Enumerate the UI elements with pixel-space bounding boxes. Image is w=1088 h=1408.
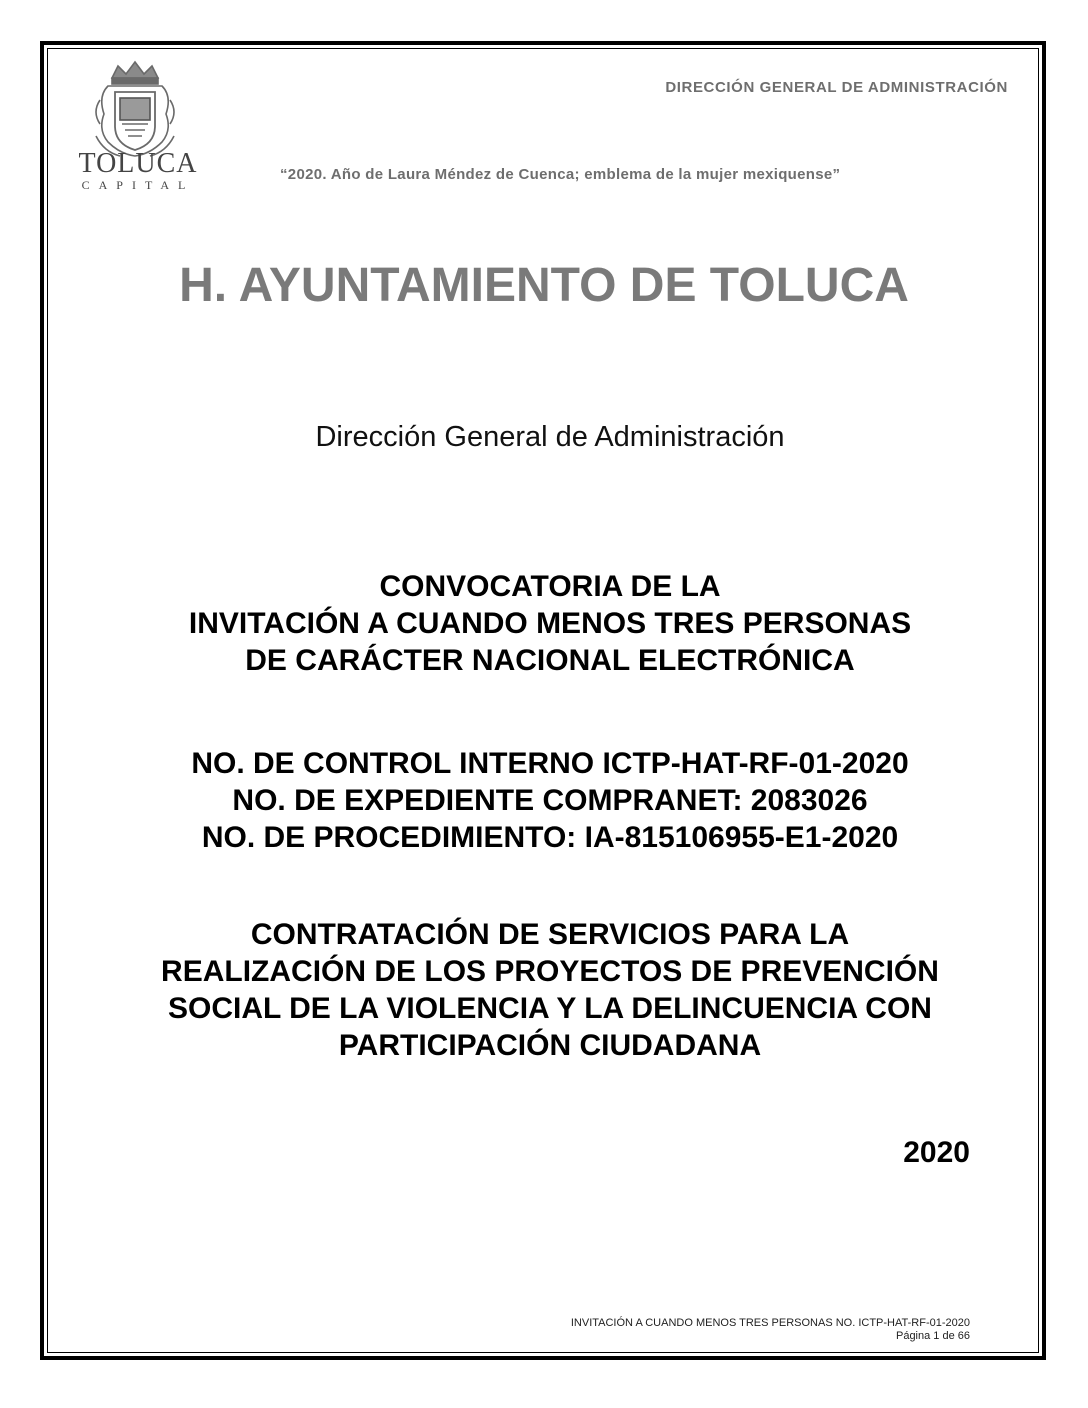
convocatoria-line: INVITACIÓN A CUANDO MENOS TRES PERSONAS bbox=[188, 607, 912, 640]
subject-line: CONTRATACIÓN DE SERVICIOS PARA LA bbox=[250, 918, 850, 951]
subject-block bbox=[0, 916, 1088, 1064]
document-year: 2020 bbox=[903, 1136, 970, 1169]
footer-document-reference: INVITACIÓN A CUANDO MENOS TRES PERSONAS NO. ICTP-HAT-RF-01-2020 bbox=[570, 1317, 970, 1329]
convocatoria-line: CONVOCATORIA DE LA bbox=[379, 570, 721, 603]
convocatoria-line: DE CARÁCTER NACIONAL ELECTRÓNICA bbox=[245, 644, 855, 677]
logo-wordmark: TOLUCA bbox=[78, 148, 198, 179]
subject-line: SOCIAL DE LA VIOLENCIA Y LA DELINCUENCIA CON bbox=[168, 992, 932, 1025]
compranet-file-number: NO. DE EXPEDIENTE COMPRANET: 2083026 bbox=[232, 784, 868, 817]
subject-line: REALIZACIÓN DE LOS PROYECTOS DE PREVENCIÓN bbox=[161, 955, 939, 988]
subject-line: PARTICIPACIÓN CIUDADANA bbox=[338, 1029, 762, 1062]
footer-page-number: Página 1 de 66 bbox=[895, 1330, 970, 1342]
main-title: H. AYUNTAMIENTO DE TOLUCA bbox=[179, 259, 909, 312]
identifiers-block bbox=[0, 745, 1088, 856]
control-number: NO. DE CONTROL INTERNO ICTP-HAT-RF-01-2020 bbox=[191, 747, 909, 780]
logo-tagline: CAPITAL bbox=[81, 178, 195, 192]
department-subtitle: Dirección General de Administración bbox=[315, 421, 785, 453]
toluca-logo bbox=[70, 56, 200, 196]
convocatoria-block bbox=[0, 568, 1088, 679]
procedure-number: NO. DE PROCEDIMIENTO: IA-815106955-E1-2020 bbox=[201, 821, 899, 854]
page-border-inner bbox=[47, 48, 1039, 1353]
header-motto: “2020. Año de Laura Méndez de Cuenca; emblema de la mujer mexiquense” bbox=[280, 166, 841, 183]
header-department: DIRECCIÓN GENERAL DE ADMINISTRACIÓN bbox=[665, 79, 1008, 96]
page-footer bbox=[571, 1317, 970, 1343]
